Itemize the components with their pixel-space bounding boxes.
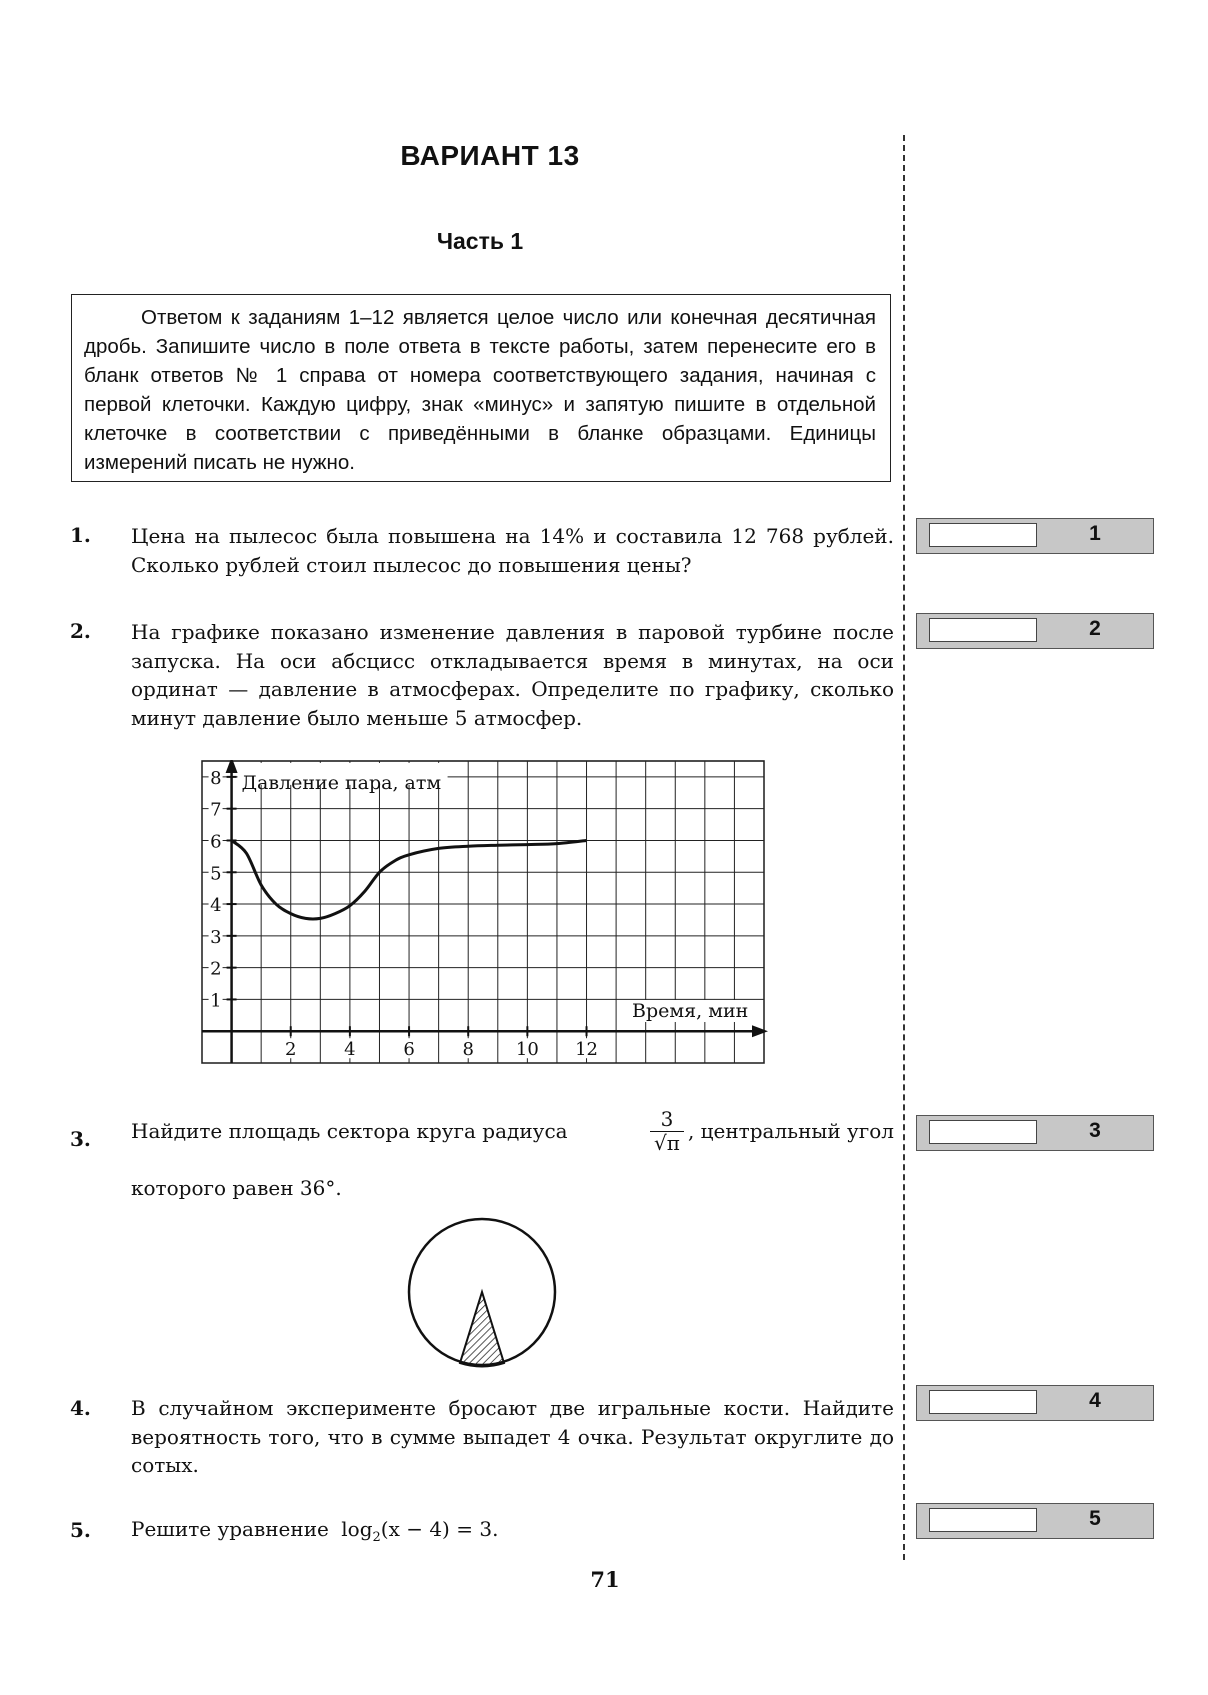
answer-box-1 — [916, 518, 1154, 554]
fraction-denominator: √π — [654, 1131, 680, 1155]
circle-sector-figure — [405, 1215, 560, 1370]
answer-box-label: 2 — [1089, 617, 1101, 640]
task-text-part: . — [492, 1517, 499, 1541]
task-number: 3. — [70, 1127, 91, 1151]
y-axis-arrow — [226, 760, 238, 773]
page-number: 71 — [590, 1567, 620, 1592]
task-number: 1. — [70, 523, 91, 547]
answer-field[interactable] — [929, 1390, 1037, 1414]
answer-box-2 — [916, 613, 1154, 649]
radius-fraction — [650, 1108, 684, 1155]
task-number: 2. — [70, 619, 91, 643]
pressure-chart — [200, 760, 770, 1065]
log-base: 2 — [372, 1530, 381, 1545]
y-tick-label: 4 — [210, 895, 222, 917]
x-tick-label: 12 — [575, 1039, 598, 1061]
task-text — [131, 1108, 894, 1155]
task-text — [131, 1515, 894, 1553]
log-argument: (x − 4) = 3 — [380, 1517, 493, 1541]
chart-ticks — [209, 768, 599, 1060]
task-text-line2: которого равен 36°. — [131, 1176, 342, 1200]
variant-title: ВАРИАНТ 13 — [400, 140, 580, 171]
task-text-part: , центральный угол — [687, 1119, 894, 1144]
x-tick-label: 10 — [515, 1039, 539, 1061]
x-axis-arrow — [752, 1025, 768, 1037]
x-tick-label: 6 — [403, 1039, 415, 1061]
instructions-box: Ответом к заданиям 1–12 является целое число или конечная десятичная дробь. Запишите число в поле ответа в тексте работы, затем перенесите его в бланк ответов № 1 справа от номера соответствующего задания, начиная с первой клеточки. Каждую цифру, знак «минус» и запятую пишите в отдельной клеточке в соответствии с приведёнными в бланке образцами. Единицы измерений писать не нужно. — [71, 294, 891, 482]
y-tick-label: 2 — [210, 958, 222, 980]
task-text: На графике показано изменение давления в паровой турбине после запуска. На оси абсцисс откладывается время в минутах, на оси ординат — давление в атмосферах. Определите по графику, сколько минут давление было меньше 5 атмосфер. — [131, 620, 894, 730]
y-tick-label: 1 — [210, 990, 222, 1012]
part-title: Часть 1 — [436, 228, 524, 254]
answer-field[interactable] — [929, 1120, 1037, 1144]
cut-line — [903, 135, 905, 1560]
answer-box-label: 3 — [1089, 1119, 1101, 1142]
task-text-part: Решите уравнение — [131, 1517, 329, 1541]
answer-box-label: 5 — [1089, 1507, 1101, 1530]
y-tick-label: 7 — [210, 799, 222, 821]
task-text: Цена на пылесос была повышена на 14% и составила 12 768 рублей. Сколько рублей стоил пылесос до повышения цены? — [131, 524, 894, 577]
answer-field[interactable] — [929, 1508, 1037, 1532]
y-tick-label: 3 — [210, 926, 222, 948]
log-word: log — [341, 1517, 373, 1541]
answer-box-label: 1 — [1089, 522, 1101, 545]
answer-box-label: 4 — [1089, 1389, 1101, 1412]
x-tick-label: 2 — [285, 1039, 297, 1061]
log-expression — [341, 1517, 493, 1545]
y-tick-label: 8 — [210, 767, 222, 789]
task-number: 4. — [70, 1396, 91, 1420]
task-text-part: Найдите площадь сектора круга радиуса — [131, 1119, 568, 1144]
answer-box-5 — [916, 1503, 1154, 1539]
fraction-numerator: 3 — [650, 1108, 684, 1132]
answer-box-3 — [916, 1115, 1154, 1151]
answer-box-4 — [916, 1385, 1154, 1421]
y-tick-label: 5 — [210, 863, 222, 885]
chart-xlabel: Время, мин — [632, 1000, 749, 1022]
task-text: В случайном эксперименте бросают две игральные кости. Найдите вероятность того, что в сумме выпадет 4 очка. Результат округлите до сотых. — [131, 1396, 894, 1477]
x-tick-label: 8 — [462, 1039, 474, 1061]
answer-field[interactable] — [929, 523, 1037, 547]
y-tick-label: 6 — [210, 831, 222, 853]
answer-field[interactable] — [929, 618, 1037, 642]
x-tick-label: 4 — [344, 1039, 356, 1061]
task-number: 5. — [70, 1518, 91, 1542]
chart-ylabel: Давление пара, атм — [241, 772, 442, 794]
